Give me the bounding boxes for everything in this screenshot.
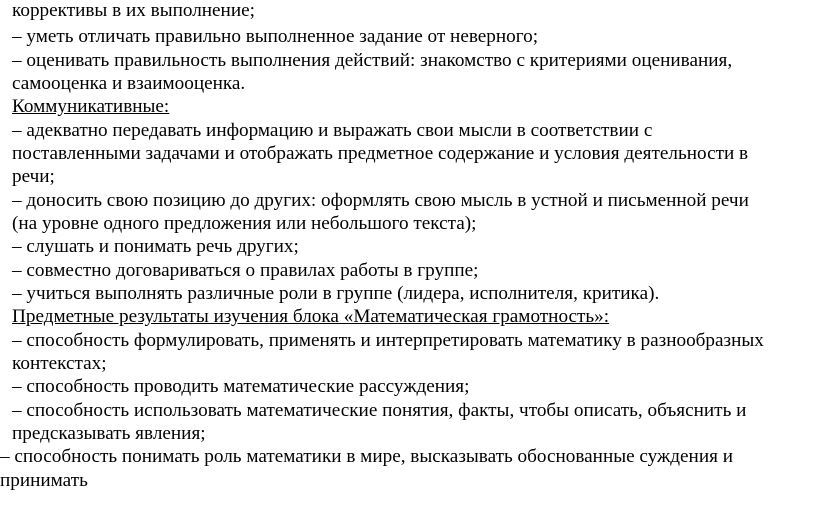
text-line: – адекватно передавать информацию и выражать свои мысли в соответствии с [12,120,653,141]
text-line: – способность понимать роль математики в мире, высказывать обоснованные суждения и [0,446,733,467]
text-line: – уметь отличать правильно выполненное задание от неверного; [12,26,539,47]
text-line: – оценивать правильность выполнения действий: знакомство с критериями оценивания, [12,50,733,71]
text-line: поставленными задачами и отображать предметное содержание и условия деятельности в [12,143,749,164]
text-line: (на уровне одного предложения или небольшого текста); [12,213,477,234]
section-heading-subject-results: Предметные результаты изучения блока «Математическая грамотность»: [12,306,610,327]
section-heading-communicative: Коммуникативные: [12,96,170,117]
text-line: – доносить свою позицию до других: оформлять свою мысль в устной и письменной речи [12,190,749,211]
text-line: – учиться выполнять различные роли в группе (лидера, исполнителя, критика). [12,283,660,304]
text-line: коррективы в их выполнение; [12,0,255,21]
text-line: – способность формулировать, применять и интерпретировать математику в разнообразных [12,330,764,351]
text-line: контекстах; [12,353,107,374]
text-line: – совместно договариваться о правилах работы в группе; [12,260,479,281]
text-line: – слушать и понимать речь других; [12,236,299,257]
text-line: – способность проводить математические рассуждения; [12,376,470,397]
text-line: самооценка и взаимооценка. [12,73,246,94]
text-line: принимать [0,470,88,491]
text-line: речи; [12,166,55,187]
text-line: – способность использовать математические понятия, факты, чтобы описать, объяснить и [12,400,747,421]
text-line: предсказывать явления; [12,423,206,444]
